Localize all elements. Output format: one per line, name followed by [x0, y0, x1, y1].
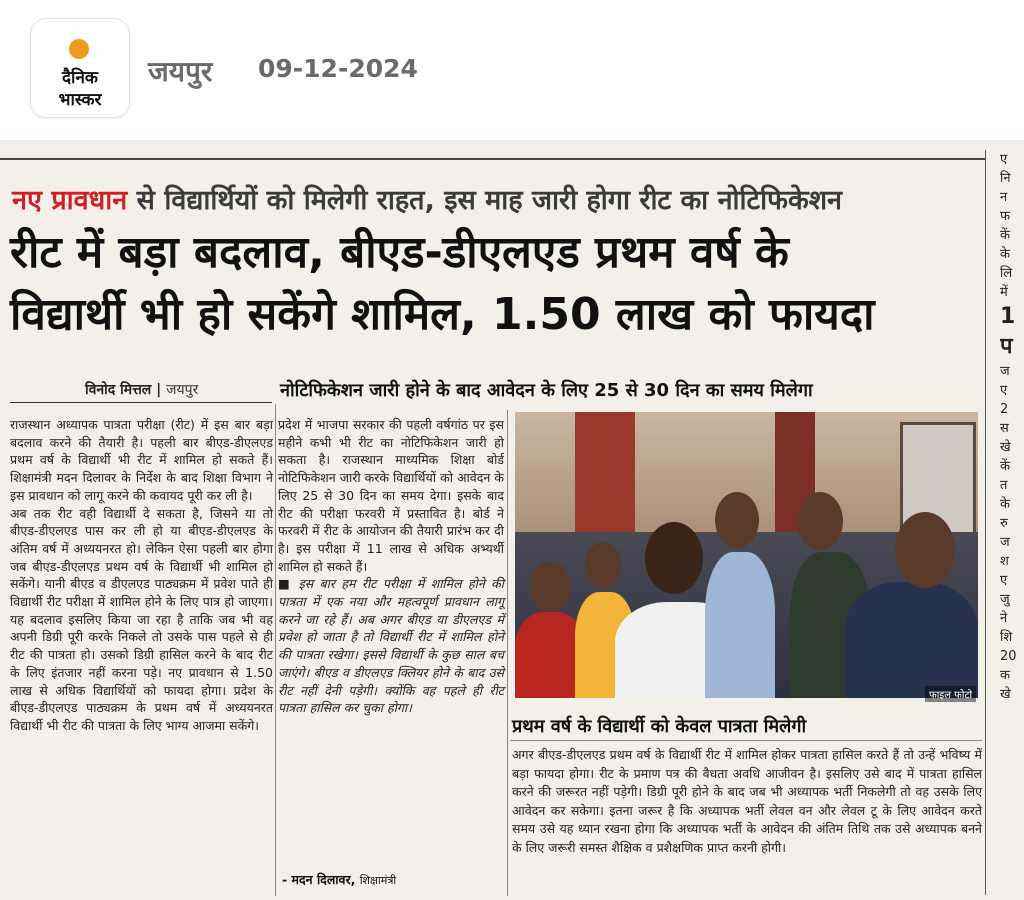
- paragraph: राजस्थान अध्यापक पात्रता परीक्षा (रीट) में इस बार बड़ा बदलाव करने की तैयारी है। पहली बार बीएड-डीएलएड प्रथम वर्ष के विद्यार्थी भी रीट में शामिल हो सकते हैं। शिक्षामंत्री मदन दिलावर के निर्देश के बाद शिक्षा विभाग ने इस प्रावधान को लागू करने की कवायद पूरी कर ली है।: [10, 417, 273, 503]
- edge-fragment: श: [1000, 554, 1009, 569]
- article-column-1: [10, 416, 273, 735]
- news-photo: [515, 412, 978, 698]
- edge-fragment: 2: [1000, 402, 1009, 417]
- byline-name: विनोद मित्तल: [85, 382, 152, 398]
- photo-person: [895, 512, 955, 588]
- edge-fragment: ए: [1000, 152, 1008, 167]
- headline-line-1: रीट में बड़ा बदलाव, बीएड-डीएलएड प्रथम वर्ष के: [10, 227, 789, 278]
- paragraph: प्रदेश में भाजपा सरकार की पहली वर्षगांठ पर इस महीने कभी भी रीट का नोटिफिकेशन जारी हो सकता है। राजस्थान माध्यमिक शिक्षा बोर्ड नोटिफिकेशन जारी करके विद्यार्थियों को आवेदन के लिए 25 से 30 दिन का समय देगा। इसके बाद रीट की परीक्षा फरवरी में प्रस्तावित है। बोर्ड ने फरवरी में रीट के आयोजन की तैयारी प्रारंभ कर दी है। इस परीक्षा में 11 लाख से अधिक अभ्यर्थी शामिल हो सकते हैं।: [278, 417, 504, 574]
- edge-fragment: शि: [1000, 630, 1013, 645]
- kicker-highlight: नए प्रावधान: [12, 185, 128, 216]
- edge-fragment: क: [1000, 668, 1010, 683]
- edge-fragment: रु: [1000, 516, 1008, 531]
- edge-fragment: के: [1000, 497, 1010, 512]
- edge-fragment: ए: [1000, 383, 1008, 398]
- edge-fragment: स: [1000, 421, 1009, 436]
- byline-location: जयपुर: [166, 382, 199, 398]
- photo-person: [845, 582, 978, 698]
- edge-fragment: लि: [1000, 266, 1013, 281]
- edge-fragment: कें: [1000, 459, 1010, 474]
- logo-text-line1: दैनिक: [62, 68, 98, 88]
- headline-line-2: विद्यार्थी भी हो सकेंगे शामिल, 1.50 लाख को फायदा: [10, 289, 875, 340]
- adjacent-column-fragment: [1000, 150, 1024, 900]
- photo-person: [705, 552, 775, 698]
- edge-fragment: खे: [1000, 687, 1011, 702]
- dainik-bhaskar-logo[interactable]: [30, 18, 130, 118]
- kicker-text: से विद्यार्थियों को मिलेगी राहत, इस माह जारी होगा रीट का नोटिफिकेशन: [127, 185, 843, 216]
- minister-quote: ■ इस बार हम रीट परीक्षा में शामिल होने की पात्रता में एक नया और महत्वपूर्ण प्रावधान लागू करने जा रहे हैं। अब अगर बीएड या डीएलएड में प्रवेश हो जाता है तो विद्यार्थी रीट में शामिल होने की पात्रता रखेगा। इससे विद्यार्थी के कुछ साल बच जाएंगे। बीएड व डीएलएड क्लियर होने के बाद उसे रीट नहीं देनी पड़ेगी। क्योंकि वह पहले ही रीट पात्रता हासिल कर चुका होगा।: [278, 576, 504, 716]
- quote-author-role: शिक्षामंत्री: [359, 874, 397, 887]
- byline: विनोद मित्तल | जयपुर: [85, 382, 199, 398]
- paragraph: अब तक रीट वही विद्यार्थी दे सकता है, जिसने या तो बीएड-डीएलएड पास कर ली हो या बीएड-डीएलएड के अंतिम वर्ष में अध्ययनरत हो। लेकिन ऐसा पहली बार होगा जब बीएड-डीएलएड प्रथम वर्ष के विद्यार्थी भी शामिल हो सकेंगे। यानी बीएड व डीएलएड पाठ्यक्रम में प्रवेश पाते ही विद्यार्थी रीट परीक्षा में शामिल होने के लिए पात्र हो जाएगा। यह बदलाव इसलिए किया जा रहा है ताकि जब भी वह अपनी डिग्री पूरी करके निकले तो उसके पास पहले से ही रीट की पात्रता हो। उसको डिग्री हासिल करने के बाद रीट के लिए इंतजार नहीं करना पड़े। नए प्रावधान से 1.50 लाख से अधिक विद्यार्थियों को फायदा होगा। प्रदेश के बीएड-डीएलएड पाठ्यक्रम के प्रथम वर्ष में अध्ययनरत विद्यार्थी भी रीट की पात्रता के लिए भाग्य आजमा सकेंगे।: [10, 505, 273, 733]
- photo-person: [715, 492, 759, 548]
- edge-fragment: त: [1000, 478, 1008, 493]
- edge-fragment: प: [1000, 334, 1013, 359]
- photo-person: [797, 492, 843, 550]
- quote-text: इस बार हम रीट परीक्षा में शामिल होने की पात्रता में एक नया और महत्वपूर्ण प्रावधान लागू करने जा रहे हैं। अब अगर बीएड या डीएलएड में प्रवेश हो जाता है तो विद्यार्थी रीट में शामिल होने की पात्रता रखेगा। इससे विद्यार्थी के कुछ साल बच जाएंगे। बीएड व डीएलएड क्लियर होने के बाद उसे रीट नहीं देनी पड़ेगी। क्योंकि वह पहले ही रीट पात्रता हासिल कर चुका होगा।: [278, 576, 504, 716]
- sub-headline: नोटिफिकेशन जारी होने के बाद आवेदन के लिए 25 से 30 दिन का समय मिलेगा: [280, 380, 813, 401]
- photo-person: [530, 562, 570, 612]
- quote-author-name: - मदन दिलावर,: [282, 872, 356, 887]
- column-divider: [507, 410, 508, 896]
- logo-text-line2: भास्कर: [58, 90, 102, 110]
- quote-author: [282, 871, 396, 888]
- app-header: [0, 0, 1024, 140]
- edge-fragment: ने: [1000, 611, 1008, 626]
- kicker-line: [12, 180, 842, 217]
- photo-person: [645, 522, 703, 594]
- edge-fragment: नि: [1000, 171, 1011, 186]
- photo-caption-body: [512, 746, 982, 857]
- edge-fragment: खे: [1000, 440, 1011, 455]
- edition-city: जयपुर: [148, 55, 213, 88]
- right-column-rule: [985, 150, 986, 895]
- photo-person: [585, 542, 621, 588]
- edge-fragment: न: [1000, 190, 1008, 205]
- edge-fragment: ज: [1000, 364, 1010, 379]
- edge-fragment: 1: [1000, 304, 1016, 329]
- edge-fragment: ज: [1000, 535, 1010, 550]
- paragraph: अगर बीएड-डीएलएड प्रथम वर्ष के विद्यार्थी रीट में शामिल होकर पात्रता हासिल करते हैं तो उन्हें भविष्य में बड़ा फायदा होगा। रीट के प्रमाण पत्र की वैधता अवधि आजीवन है। इसलिए उसे बाद में पात्रता हासिल करने की जरूरत नहीं पड़ेगी। डिग्री पूरी होने के बाद जब भी अध्यापक भर्ती निकलेगी तो वह उसके लिए आवेदन कर सकेगा। इतना जरूर है कि अध्यापक भर्ती लेवल वन और लेवल टू के लिए आवेदन करते समय उसे यह ध्यान रखना होगा कि अध्यापक भर्ती के आवेदन की अंतिम तिथि तक उसे अध्यापक बनने के लिए जरूरी समस्त शैक्षिक व प्रशैक्षणिक प्राप्त करनी होगी।: [512, 747, 982, 855]
- edge-fragment: कें: [1000, 228, 1010, 243]
- sun-icon: [69, 39, 89, 59]
- edge-fragment: ए: [1000, 573, 1008, 588]
- caption-rule: [510, 740, 982, 741]
- byline-rule: [10, 402, 272, 403]
- edge-fragment: जु: [1000, 592, 1010, 607]
- edge-fragment: में: [1000, 285, 1008, 300]
- article-column-2: [278, 416, 504, 717]
- edge-fragment: के: [1000, 247, 1010, 262]
- edition-date: 09-12-2024: [258, 54, 418, 83]
- column-divider: [275, 404, 276, 896]
- photo-credit: फाइल फोटो: [925, 686, 976, 702]
- edge-fragment: फ: [1000, 209, 1011, 224]
- main-headline: [10, 222, 985, 346]
- edge-fragment: 20: [1000, 649, 1017, 664]
- top-rule: [0, 158, 985, 160]
- photo-caption-heading: प्रथम वर्ष के विद्यार्थी को केवल पात्रता मिलेगी: [512, 716, 807, 737]
